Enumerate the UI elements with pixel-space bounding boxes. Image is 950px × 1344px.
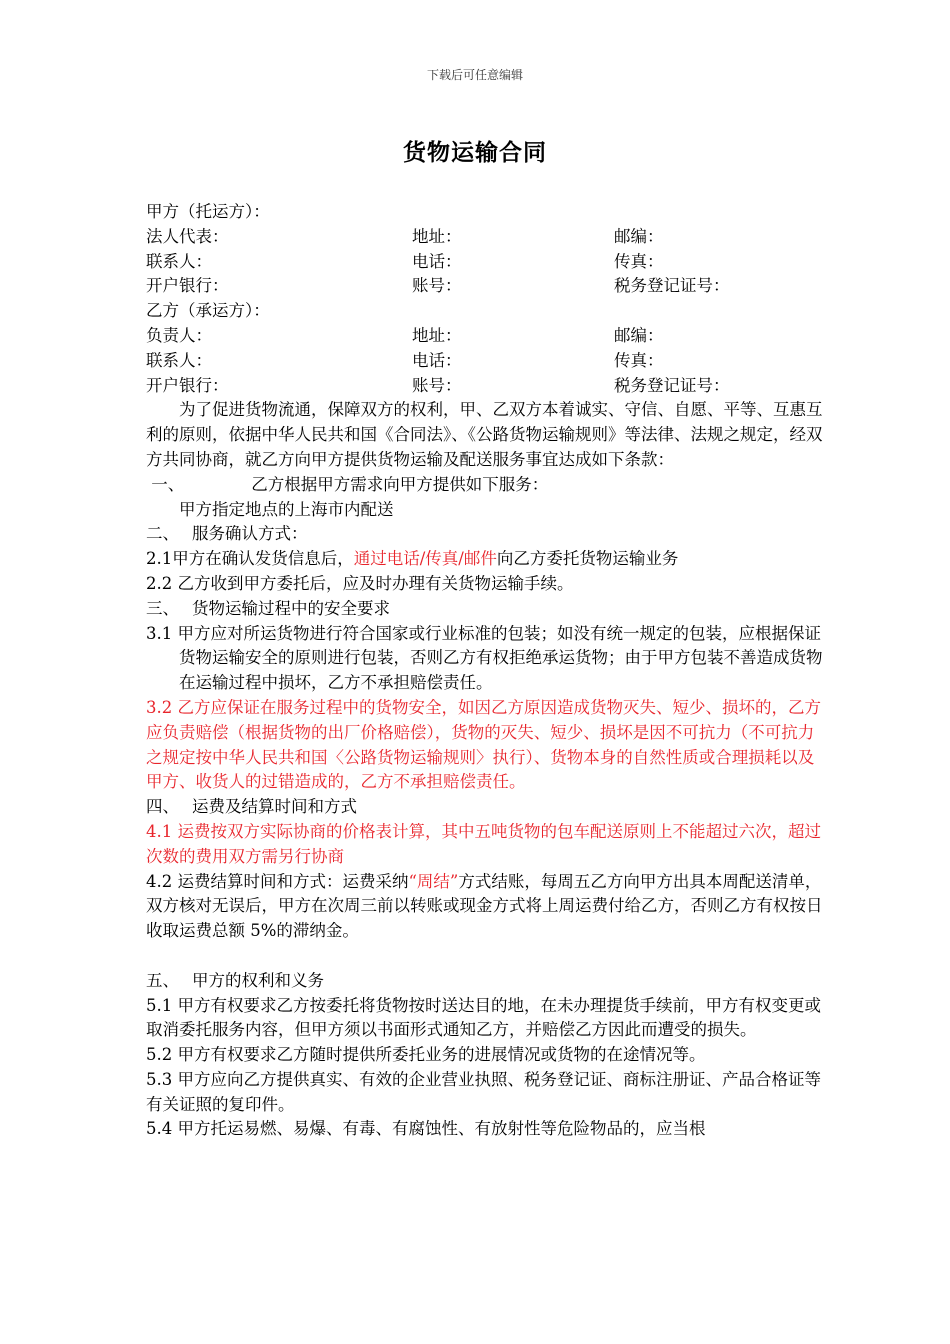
- preamble-paragraph: 为了促进货物流通，保障双方的权利，甲、乙双方本着诚实、守信、自愿、平等、互惠互利的原则，依据中华人民共和国《合同法》、《公路货物运输规则》等法律、法规之规定，经双方共同协商，就乙方向甲方提供货物运输及配送服务事宜达成如下条款：: [146, 400, 823, 469]
- party-b-tax-id-label: 税务登记证号：: [614, 375, 730, 395]
- section-1-title: 乙方根据甲方需求向甲方提供如下服务：: [251, 474, 549, 494]
- party-b-row: [146, 374, 826, 399]
- clause-4-2-text-end: 方式结账，每周五乙方向甲方出具本周配送清单，双方核对无误后，甲方在次周三前以转账或现金方式将上周运费付给乙方，否则乙方有权按日收取运费总额 5%的滞纳金。: [146, 871, 823, 941]
- party-b-account-label: 账号：: [412, 375, 462, 395]
- clause-5-4: 5.4 甲方托运易燃、易爆、有毒、有腐蚀性、有放射性等危险物品的，应当根: [146, 1119, 706, 1139]
- party-a-address-label: 地址：: [412, 226, 462, 246]
- party-a-row: [146, 225, 826, 250]
- document-title: 货物运输合同: [403, 139, 547, 166]
- party-a-tax-id-label: 税务登记证号：: [614, 276, 730, 296]
- party-a-account-label: 账号：: [412, 276, 462, 296]
- party-a-bank-label: 开户银行：: [146, 276, 229, 296]
- clause-2-1-number: 2.1: [146, 549, 173, 569]
- section-3-heading: [146, 597, 826, 622]
- section-1-heading: [146, 473, 826, 498]
- party-b-row: [146, 324, 826, 349]
- section-5-heading: [146, 969, 826, 994]
- clause-4-1: 4.1 运费按双方实际协商的价格表计算，其中五吨货物的包车配送原则上不能超过六次，超过次数的费用双方需另行协商: [146, 821, 821, 866]
- section-3-title: 货物运输过程中的安全要求: [192, 598, 390, 618]
- section-4-title: 运费及结算时间和方式: [192, 797, 357, 817]
- party-b-row: [146, 349, 826, 374]
- clause-5-3: 5.3 甲方应向乙方提供真实、有效的企业营业执照、税务登记证、商标注册证、产品合格证等有关证照的复印件。: [146, 1069, 821, 1114]
- clause-4-2-highlight: “周结”: [408, 871, 459, 891]
- clause-2-1-text-start: 甲方在确认发货信息后，: [172, 549, 354, 569]
- section-5-title: 甲方的权利和义务: [192, 970, 324, 990]
- clause-5-1: 5.1 甲方有权要求乙方按委托将货物按时送达目的地，在未办理提货手续前，甲方有权变更或取消委托服务内容，但甲方须以书面形式通知乙方，并赔偿乙方因此而遭受的损失。: [146, 995, 821, 1040]
- party-a-fax-label: 传真：: [614, 251, 664, 271]
- party-a-row: [146, 250, 826, 275]
- clause-3-1: 3.1 甲方应对所运货物进行符合国家或行业标准的包装；如没有统一规定的包装，应根据保证货物运输安全的原则进行包装，否则乙方有权拒绝承运货物；由于甲方包装不善造成货物在运输过程中损坏，乙方不承担赔偿责任。: [146, 623, 823, 693]
- party-a-contact-label: 联系人：: [146, 251, 212, 271]
- party-a-postcode-label: 邮编：: [614, 226, 664, 246]
- section-2-title: 服务确认方式：: [192, 524, 308, 544]
- clause-4-2: [146, 870, 826, 944]
- party-a-row: [146, 274, 826, 299]
- party-a-phone-label: 电话：: [412, 251, 462, 271]
- party-b-fax-label: 传真：: [614, 350, 664, 370]
- section-5-number: 五、: [146, 970, 179, 990]
- party-a-heading: 甲方（托运方）：: [146, 202, 270, 221]
- section-1-number: 一、: [151, 474, 185, 494]
- blank-line: [146, 944, 826, 969]
- party-b-heading: 乙方（承运方）：: [146, 301, 270, 321]
- section-4-number: 四、: [146, 797, 179, 817]
- header-note: 下载后可任意编辑: [426, 68, 523, 82]
- clause-2-1: [146, 547, 826, 572]
- party-b-postcode-label: 邮编：: [614, 325, 664, 345]
- party-b-manager-label: 负责人：: [146, 325, 212, 345]
- section-3-number: 三、: [146, 598, 179, 618]
- party-b-bank-label: 开户银行：: [146, 375, 229, 395]
- section-2-heading: [146, 522, 826, 547]
- clause-2-1-text-end: 向乙方委托货物运输业务: [496, 549, 679, 569]
- section-2-number: 二、: [146, 524, 179, 544]
- section-4-heading: [146, 795, 826, 820]
- section-1-detail: 甲方指定地点的上海市内配送: [179, 499, 394, 519]
- party-a-legal-rep-label: 法人代表：: [146, 226, 229, 246]
- clause-2-1-highlight: 通过电话/传真/邮件: [353, 549, 497, 569]
- clause-2-2: 2.2 乙方收到甲方委托后，应及时办理有关货物运输手续。: [146, 573, 574, 593]
- party-b-address-label: 地址：: [412, 325, 462, 345]
- clause-3-2: 3.2 乙方应保证在服务过程中的货物安全，如因乙方原因造成货物灭失、短少、损坏的，乙方应负责赔偿（根据货物的出厂价格赔偿），货物的灭失、短少、损坏是因不可抗力（不可抗力之规定按中华人民共和国〈公路货物运输规则〉执行）、货物本身的自然性质或合理损耗以及甲方、收货人的过错造成的，乙方不承担赔偿责任。: [146, 697, 821, 792]
- party-b-contact-label: 联系人：: [146, 350, 212, 370]
- clause-5-2: 5.2 甲方有权要求乙方随时提供所委托业务的进展情况或货物的在途情况等。: [146, 1045, 706, 1065]
- contract-body: [146, 200, 826, 1142]
- clause-4-2-text-start: 4.2 运费结算时间和方式：运费采纳: [146, 871, 409, 891]
- party-b-phone-label: 电话：: [412, 350, 462, 370]
